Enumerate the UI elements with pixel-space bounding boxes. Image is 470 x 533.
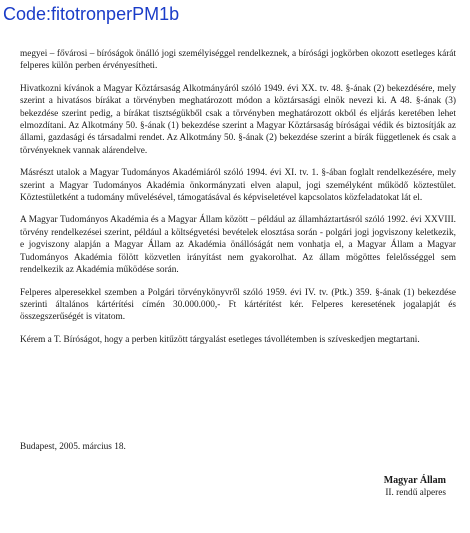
document-date: Budapest, 2005. március 18. — [20, 442, 126, 452]
paragraph-4: A Magyar Tudományos Akadémia és a Magyar Állam között – például az államháztartásról szóló 1992. évi XXVIII. törvény rendelkezései szerint, például a költségvetési bevételek elosztása során - polgári jogi jogviszony keletkezik, e jogviszony alapján a Magyar Állam az Akadémia önállóságát nem vonhatja el, a Magyar Állam a Magyar Tudományos Akadémia fölött közvetlen irányítást nem gyakorolhat. Az állam mögöttes felelősséggel sem rendelkezik az Akadémia működése során. — [20, 215, 456, 276]
paragraph-2: Hivatkozni kívánok a Magyar Köztársaság Alkotmányáról szóló 1949. évi XX. tv. 48. §-ának (2) bekezdésére, mely szerint a hivatásos bírákat a törvényben meghatározott módon a köztársasági elnök nevezi ki. A 48. §-ának (3) bekezdése szerint pedig, a bírákat tisztségükből csak a törvényben meghatározott okból és eljárás keretében lehet elmozdítani. Az Alkotmány 50. §-ának (1) bekezdése szerint a Magyar Köztársaság bíróságai védik és biztosítják az állami, gazdasági és társadalmi rendet. Az Alkotmány 50. §-ának (2) bekezdése szerint a bírák függetlenek és csak a törvényeknek vannak alárendelve. — [20, 83, 456, 156]
paragraph-6: Kérem a T. Bíróságot, hogy a perben kitűzött tárgyalást esetleges távollétemben is szíveskedjen megtartani. — [20, 334, 420, 345]
header-code: Code:fitotronperPM1b — [3, 4, 180, 24]
signatory-role: II. rendű alperes — [385, 488, 446, 499]
document-body — [20, 48, 456, 356]
paragraph-5: Felperes alperesekkel szemben a Polgári törvénykönyvről szóló 1959. évi IV. tv. (Ptk.) 359. §-ának (1) bekezdése szerinti általános kártérítési címén 30.000.000,- Ft kártérítést kér. Felperes kereset​ének jogalapját és összegszerűségét is vitatom. — [20, 287, 456, 323]
paragraph-3: Másrészt utalok a Magyar Tudományos Akadémiáról szóló 1994. évi XI. tv. 1. §-ában foglalt rendelkezésére, mely szerint a Magyar Tudományos Akadémia önkormányzati elven alapul, jogi személyként működő köztestület. Köztestületként a tudomány művelésével, támogatásával és képviseletével kapcsolatos közfeladatokat lát el. — [20, 168, 456, 204]
paragraph-1: megyei – fővárosi – bíróságok önálló jogi személyiséggel rendelkeznek, a bírósági jogkörben okozott esetleges kárát felperes külön perben érvényesítheti. — [20, 49, 456, 72]
signatory-name: Magyar Állam — [383, 475, 446, 486]
signature-block — [384, 475, 446, 500]
